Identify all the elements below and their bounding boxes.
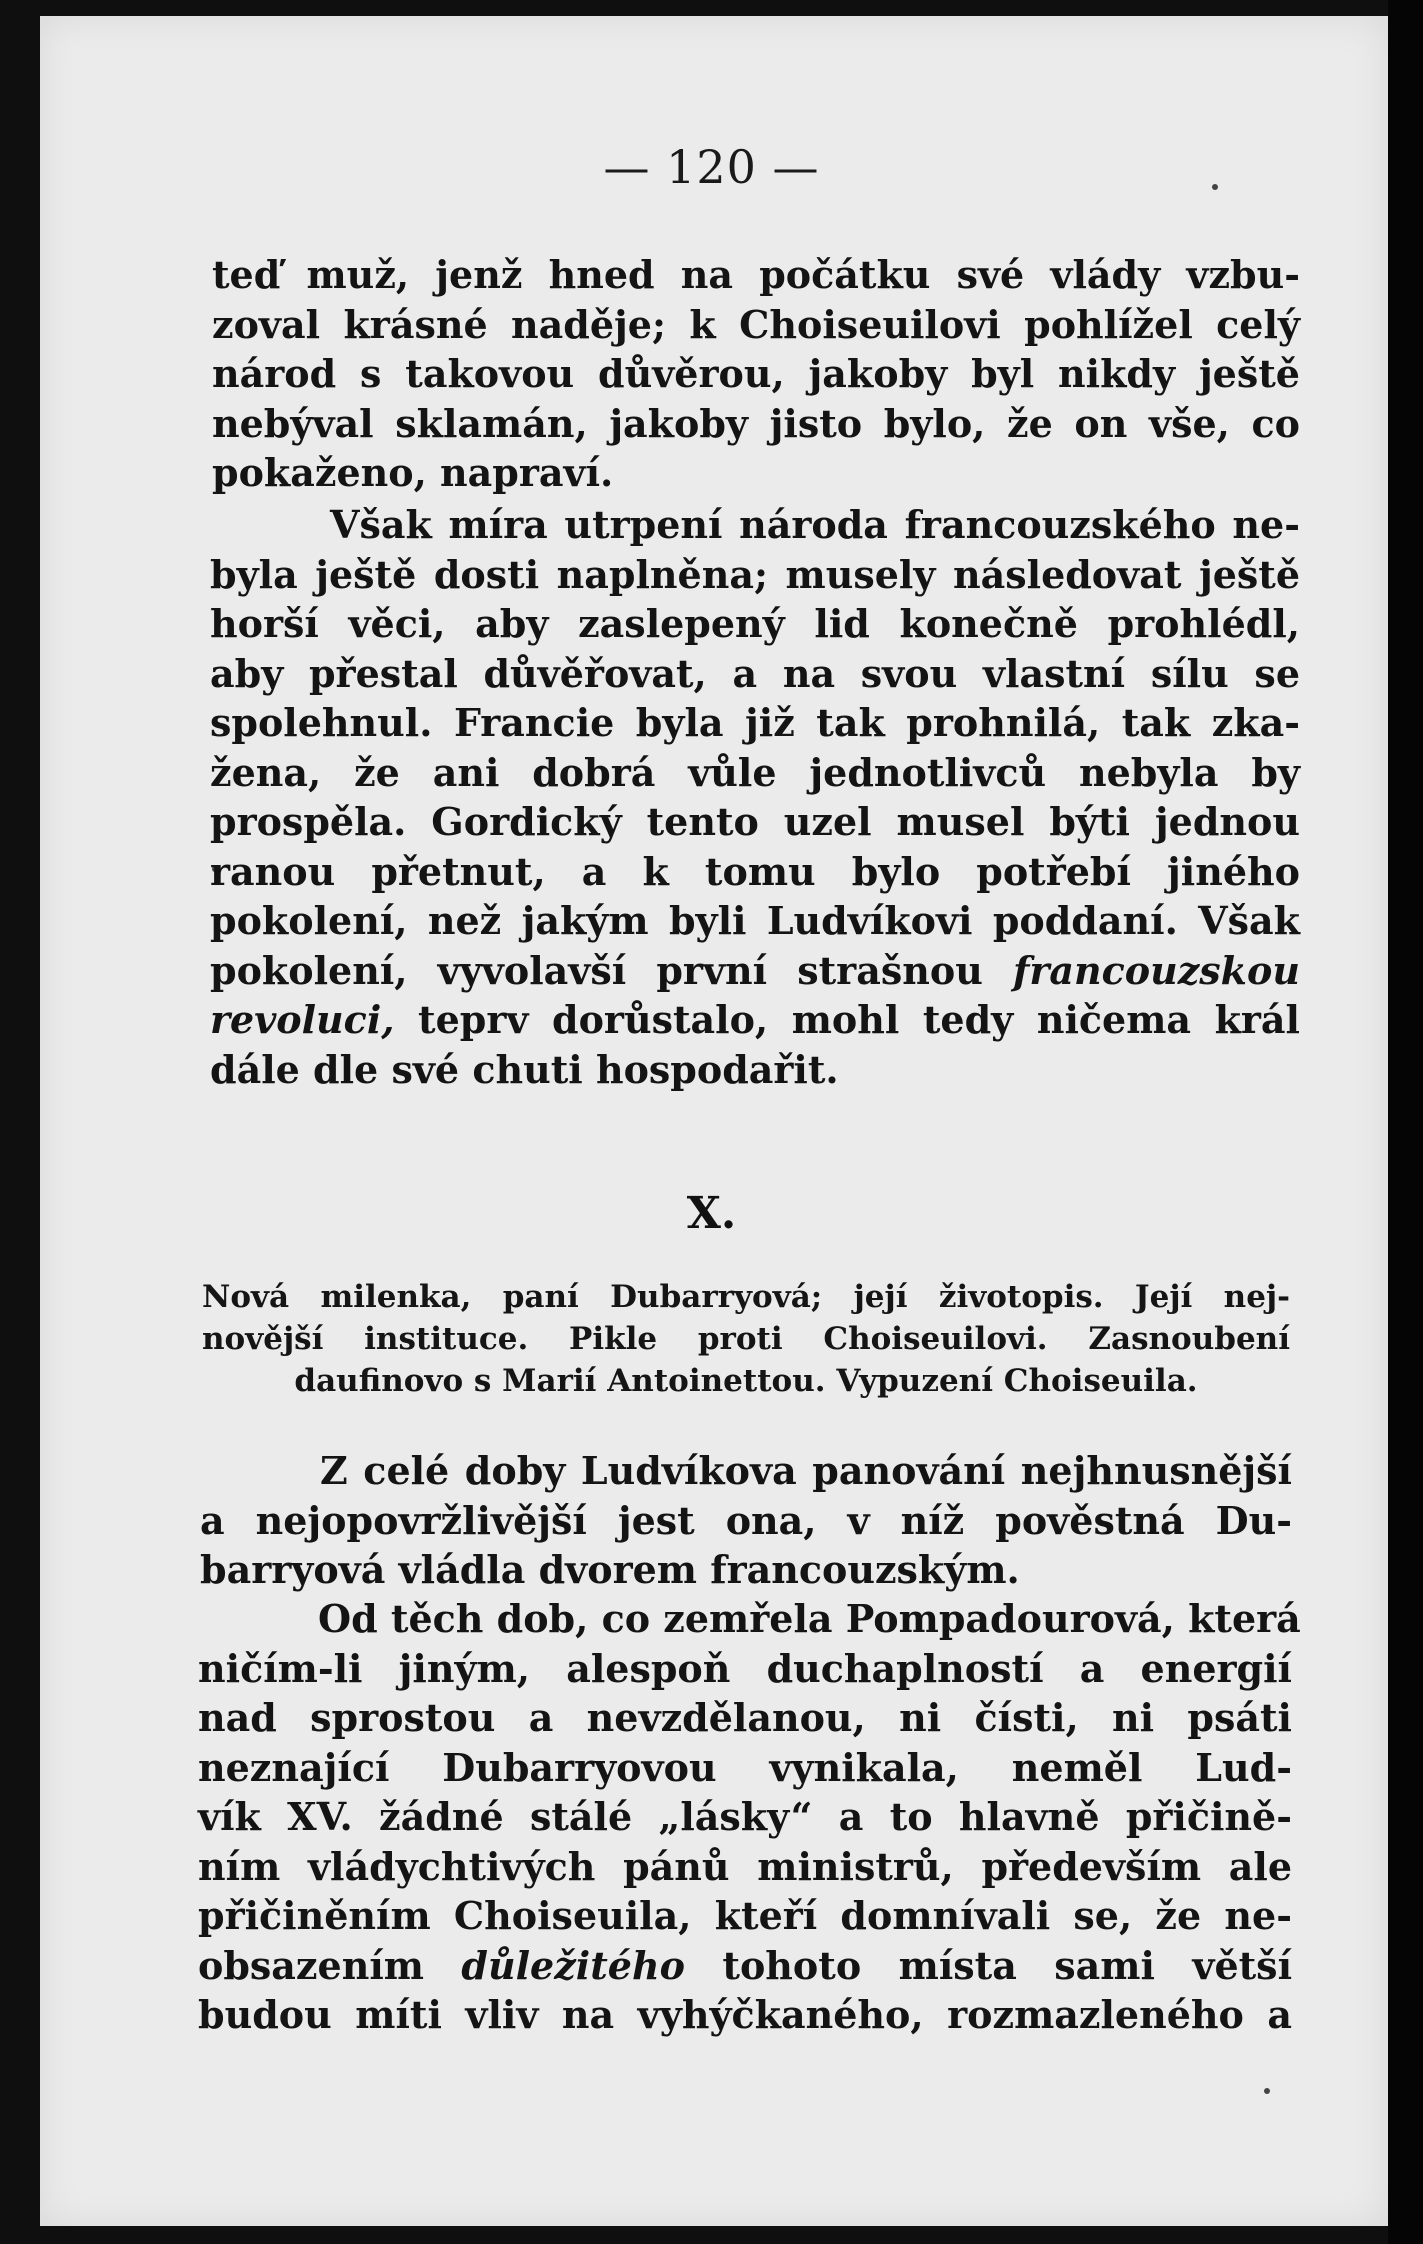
text-line: zoval krásné naděje; k Choiseuilovi pohlížel celý (212, 301, 1300, 347)
text-line: barryová vládla dvorem francouzským. (200, 1547, 1020, 1592)
chapter-heading: X. (686, 1188, 737, 1239)
paragraph (210, 500, 1300, 1094)
text-line: byla ještě dosti naplněna; musely následovat ještě (210, 551, 1300, 597)
text-line: dále dle své chuti hospodařit. (210, 1046, 839, 1092)
text-run: pokolení, vyvolavší první strašnou (210, 947, 983, 993)
text-line: vík XV. žádné stálé „lásky“ a to hlavně přičině- (198, 1794, 1292, 1839)
paragraph (200, 1446, 1292, 1595)
italic-term: důležitého (461, 1942, 685, 1988)
text-line: ničím-li jiným, alespoň duchaplností a energií (198, 1645, 1292, 1691)
text-run: teprv dorůstalo, mohl tedy ničema král (394, 997, 1300, 1042)
text-line: horší věci, aby zaslepený lid konečně prohlédl, (210, 601, 1300, 646)
page-edge-shadow (1388, 0, 1423, 2244)
text-line: budou míti vliv na vyhýčkaného, rozmazleného a (198, 1992, 1292, 2037)
text-line: prospěla. Gordický tento uzel musel býti jednou (210, 799, 1300, 844)
summary-line: novější instituce. Pikle proti Choiseuilovi. Zasnoubení (202, 1321, 1290, 1357)
text-line: nebýval sklamán, jakoby jisto bylo, že on vše, co (212, 400, 1300, 446)
text-line: spolehnul. Francie byla již tak prohnilá, tak zka- (210, 700, 1300, 745)
text-line: národ s takovou důvěrou, jakoby byl nikdy ještě (212, 351, 1300, 396)
paragraph-continuation (212, 250, 1300, 498)
text-line: Z celé doby Ludvíkova panování nejhnusnější (320, 1448, 1292, 1493)
text-line: nad sprostou a nevzdělanou, ni čísti, ni psáti (198, 1695, 1292, 1740)
page-number: — 120 — (603, 140, 820, 194)
summary-line: Nová milenka, paní Dubarryová; její životopis. Její nej- (202, 1279, 1290, 1315)
text-line: teď muž, jenž hned na počátku své vlády vzbu- (212, 252, 1300, 297)
text-line: žena, že ani dobrá vůle jednotlivců nebyla by (210, 749, 1300, 795)
text-line: ním vládychtivých pánů ministrů, především ale (198, 1843, 1292, 1889)
text-line: Od těch dob, co zemřela Pompadourová, která (318, 1596, 1301, 1641)
summary-line: daufinovo s Marií Antoinettou. Vypuzení Choiseuila. (294, 1363, 1198, 1399)
text-line: a nejopovržlivější jest ona, v níž pověstná Du- (200, 1497, 1292, 1543)
paragraph (198, 1594, 1301, 2040)
italic-term: francouzskou (1012, 947, 1300, 993)
italic-term: revoluci, (210, 997, 395, 1042)
text-line (210, 946, 1300, 996)
text-run: obsazením (198, 1942, 424, 1988)
text-line: aby přestal důvěřovat, a na svou vlastní sílu se (210, 650, 1300, 696)
text-line (198, 1941, 1292, 1991)
text-run: tohoto místa sami větší (684, 1942, 1293, 1988)
text-line: ranou přetnut, a k tomu bylo potřebí jiného (210, 848, 1300, 894)
text-line (210, 995, 1300, 1045)
text-line: Však míra utrpení národa francouzského ne- (330, 502, 1300, 547)
text-line: přičiněním Choiseuila, kteří domnívali se, že ne- (198, 1893, 1292, 1938)
chapter-summary (202, 1276, 1290, 1402)
ink-speck (1264, 2088, 1270, 2094)
text-line: pokolení, než jakým byli Ludvíkovi poddaní. Však (210, 898, 1300, 943)
text-line: neznající Dubarryovou vynikala, neměl Lud- (198, 1744, 1292, 1790)
text-line: pokaženo, napraví. (212, 450, 614, 495)
